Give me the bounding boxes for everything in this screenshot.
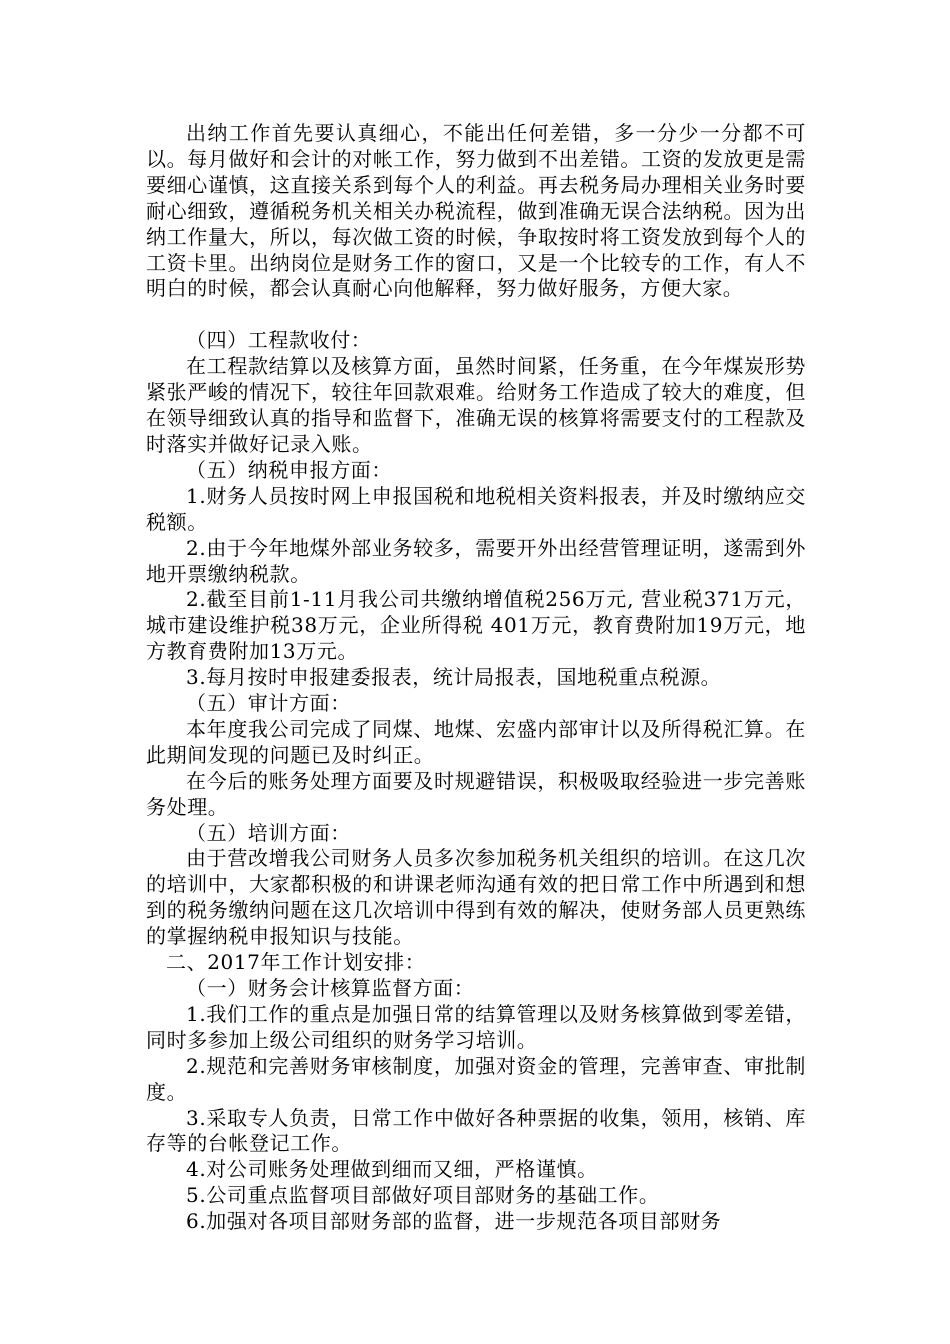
paragraph-plan-item-1: 1.我们工作的重点是加强日常的结算管理以及财务核算做到零差错，同时多参加上级公司组织的财务学习培训。 <box>146 1001 806 1052</box>
paragraph-plan-item-3: 3.采取专人负责，日常工作中做好各种票据的收集，领用，核销、库存等的台帐登记工作。 <box>146 1105 806 1156</box>
paragraph-training: 由于营改增我公司财务人员多次参加税务机关组织的培训。在这几次的培训中，大家都积极的和讲课老师沟通有效的把日常工作中所遇到和想到的税务缴纳问题在这几次培训中得到有效的解决，使财务部人员更熟练的掌握纳税申报知识与技能。 <box>146 846 806 949</box>
paragraph-plan-item-2: 2.规范和完善财务审核制度，加强对资金的管理，完善审查、审批制度。 <box>146 1053 806 1104</box>
paragraph-plan-item-6: 6.加强对各项目部财务部的监督，进一步规范各项目部财务 <box>186 1209 722 1234</box>
paragraph-cashier-work: 出纳工作首先要认真细心，不能出任何差错，多一分少一分都不可以。每月做好和会计的对帐工作，努力做到不出差错。工资的发放更是需要细心谨慎，这直接关系到每个人的利益。再去税务局办理相关业务时要耐心细致，遵循税务机关相关办税流程，做到准确无误合法纳税。因为出纳工作量大，所以，每次做工资的时候，争取按时将工资发放到每个人的工资卡里。出纳岗位是财务工作的窗口，又是一个比较专的工作，有人不明白的时候，都会认真耐心向他解释，努力做好服务，方便大家。 <box>146 121 806 301</box>
heading-training: （五）培训方面： <box>186 820 351 845</box>
heading-project-payments: （四）工程款收付： <box>186 328 372 353</box>
heading-tax-filing: （五）纳税申报方面： <box>186 457 392 482</box>
heading-2017-plan: 二、2017年工作计划安排： <box>166 950 426 975</box>
heading-audit: （五）审计方面： <box>186 691 351 716</box>
paragraph-project-payments: 在工程款结算以及核算方面，虽然时间紧，任务重，在今年煤炭形势紧张严峻的情况下，较往年回款艰难。给财务工作造成了较大的难度，但在领导细致认真的指导和监督下，准确无误的核算将需要支付的工程款及时落实并做好记录入账。 <box>146 354 806 456</box>
paragraph-gap <box>146 302 806 328</box>
paragraph-tax-item-2b: 2.截至目前1-11月我公司共缴纳增值税256万元, 营业税371万元，城市建设维护税38万元，企业所得税 401万元，教育费附加19万元，地方教育费附加13万元。 <box>146 587 806 664</box>
paragraph-tax-item-3: 3.每月按时申报建委报表，统计局报表，国地税重点税源。 <box>186 665 722 690</box>
paragraph-tax-item-2: 2.由于今年地煤外部业务较多，需要开外出经营管理证明，遂需到外地开票缴纳税款。 <box>146 535 806 586</box>
paragraph-audit-future: 在今后的账务处理方面要及时规避错误，积极吸取经验进一步完善账务处理。 <box>146 768 806 819</box>
heading-accounting-supervision: （一）财务会计核算监督方面： <box>186 976 475 1000</box>
paragraph-plan-item-5: 5.公司重点监督项目部做好项目部财务的基础工作。 <box>186 1183 660 1208</box>
paragraph-audit: 本年度我公司完成了同煤、地煤、宏盛内部审计以及所得税汇算。在此期间发现的问题已及时纠正。 <box>146 716 806 767</box>
paragraph-tax-item-1: 1.财务人员按时网上申报国税和地税相关资料报表，并及时缴纳应交税额。 <box>146 483 806 534</box>
paragraph-plan-item-4: 4.对公司账务处理做到细而又细，严格谨慎。 <box>186 1157 598 1182</box>
document-body <box>146 121 806 1235</box>
